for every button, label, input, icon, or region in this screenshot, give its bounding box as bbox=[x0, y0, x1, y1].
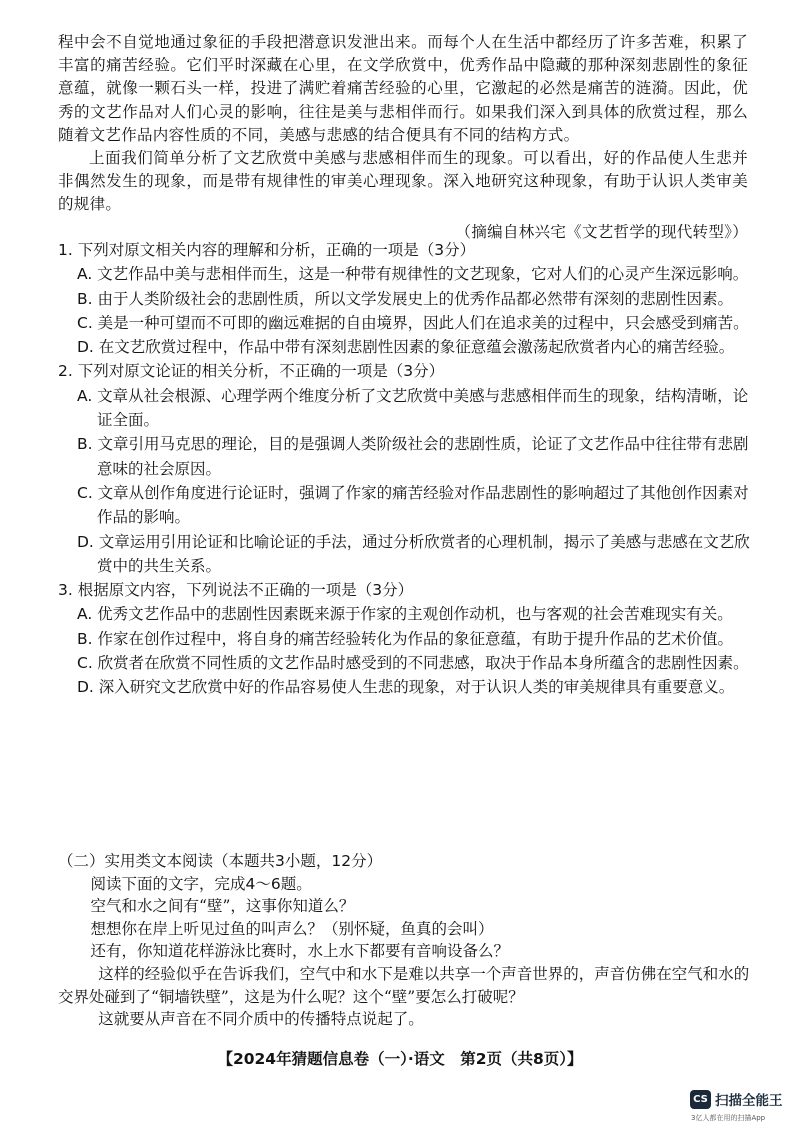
scanner-watermark bbox=[690, 1088, 794, 1128]
question-2-option-b: B. 文章引用马克思的理论，目的是强调人类阶级社会的悲剧性质，论证了文艺作品中往往带有悲剧意味的社会原因。 bbox=[77, 435, 749, 478]
question-1-option-b: B. 由于人类阶级社会的悲剧性质，所以文学发展史上的优秀作品都必然带有深刻的悲剧性因素。 bbox=[77, 289, 733, 308]
question-1-option-d: D. 在文艺欣赏过程中，作品中带有深刻悲剧性因素的象征意蕴会激荡起欣赏者内心的痛苦经验。 bbox=[77, 338, 735, 357]
question-3-option-d: D. 深入研究文艺欣赏中好的作品容易使人生悲的现象，对于认识人类的审美规律具有重要意义。 bbox=[77, 678, 735, 697]
reading-last-line: 这就要从声音在不同介质中的传播特点说起了。 bbox=[98, 1010, 424, 1029]
reading-line-2: 想想你在岸上听见过鱼的叫声么？（别怀疑，鱼真的会叫） bbox=[90, 919, 494, 938]
page-footer: 【2024年猜题信息卷（一）·语文 第2页（共8页）】 bbox=[217, 1050, 583, 1068]
question-2 bbox=[58, 359, 750, 578]
question-2-option-a: A. 文章从社会根源、心理学两个维度分析了文艺欣赏中美感与悲感相伴而生的现象，结构清晰，论证全面。 bbox=[77, 386, 749, 430]
section-heading: （二）实用类文本阅读（本题共3小题，12分） bbox=[58, 852, 383, 870]
passage-source: （摘编自林兴宅《文艺哲学的现代转型》） bbox=[455, 222, 748, 241]
question-1-stem: 1. 下列对原文相关内容的理解和分析，正确的一项是（3分） bbox=[58, 241, 476, 259]
question-1-option-a: A. 文艺作品中美与悲相伴而生，这是一种带有规律性的文艺现象，它对人们的心灵产生深远影响。 bbox=[77, 265, 749, 284]
question-2-option-d: D. 文章运用引用论证和比喻论证的手法，通过分析欣赏者的心理机制，揭示了美感与悲感在文艺欣赏中的共生关系。 bbox=[77, 532, 750, 575]
question-2-stem: 2. 下列对原文论证的相关分析，不正确的一项是（3分） bbox=[58, 362, 445, 381]
question-1-option-c: C. 美是一种可望而不可即的幽远难据的自由境界，因此人们在追求美的过程中，只会感受到痛苦。 bbox=[77, 313, 749, 332]
question-3 bbox=[58, 578, 750, 699]
practical-reading-section bbox=[58, 850, 750, 1031]
camscanner-icon: CS bbox=[690, 1090, 711, 1109]
question-3-stem: 3. 根据原文内容，下列说法不正确的一项是（3分） bbox=[58, 581, 414, 600]
question-3-option-c: C. 欣赏者在欣赏不同性质的文艺作品时感受到的不同悲感，取决于作品本身所蕴含的悲剧性因素。 bbox=[77, 654, 749, 673]
passage-paragraph-2: 上面我们简单分析了文艺欣赏中美感与悲感相伴而生的现象。可以看出，好的作品使人生悲并非偶然发生的现象，而是带有规律性的审美心理现象。深入地研究这种现象，有助于认识人类审美的规律。 bbox=[58, 149, 748, 214]
question-3-option-a: A. 优秀文艺作品中的悲剧性因素既来源于作家的主观创作动机，也与客观的社会苦难现实有关。 bbox=[77, 605, 733, 624]
question-3-option-b: B. 作家在创作过程中，将自身的痛苦经验转化为作品的象征意蕴，有助于提升作品的艺术价值。 bbox=[77, 629, 733, 648]
questions-section bbox=[58, 238, 750, 700]
passage-continuation bbox=[58, 31, 748, 244]
watermark-subtitle: 3亿人都在用的扫描App bbox=[691, 1114, 766, 1122]
question-2-option-c: C. 文章从创作角度进行论证时，强调了作家的痛苦经验对作品悲剧性的影响超过了其他创作因素对作品的影响。 bbox=[77, 483, 749, 527]
reading-paragraph: 这样的经验似乎在告诉我们，空气中和水下是难以共享一个声音世界的，声音仿佛在空气和水的交界处碰到了“铜墙铁壁”，这是为什么呢？这个“壁”要怎么打破呢？ bbox=[58, 964, 750, 1006]
watermark-title: 扫描全能王 bbox=[715, 1093, 783, 1109]
question-1 bbox=[58, 238, 750, 359]
section-instruction: 阅读下面的文字，完成4～6题。 bbox=[90, 874, 312, 893]
reading-line-3: 还有，你知道花样游泳比赛时，水上水下都要有音响设备么？ bbox=[90, 942, 510, 961]
reading-line-1: 空气和水之间有“壁”，这事你知道么？ bbox=[90, 897, 355, 916]
passage-paragraph-1: 程中会不自觉地通过象征的手段把潜意识发泄出来。而每个人在生活中都经历了许多苦难，积累了丰富的痛苦经验。它们平时深藏在心里，在文学欣赏中，优秀作品中隐藏的那种深刻悲剧性的象征意蕴，就像一颗石头一样，投进了满贮着痛苦经验的心里，它激起的必然是痛苦的涟漪。因此，优秀的文艺作品对人们心灵的影响，往往是美与悲相伴而行。如果我们深入到具体的欣赏过程，那么随着文艺作品内容性质的不同，美感与悲感的结合便具有不同的结构方式。 bbox=[58, 33, 748, 144]
